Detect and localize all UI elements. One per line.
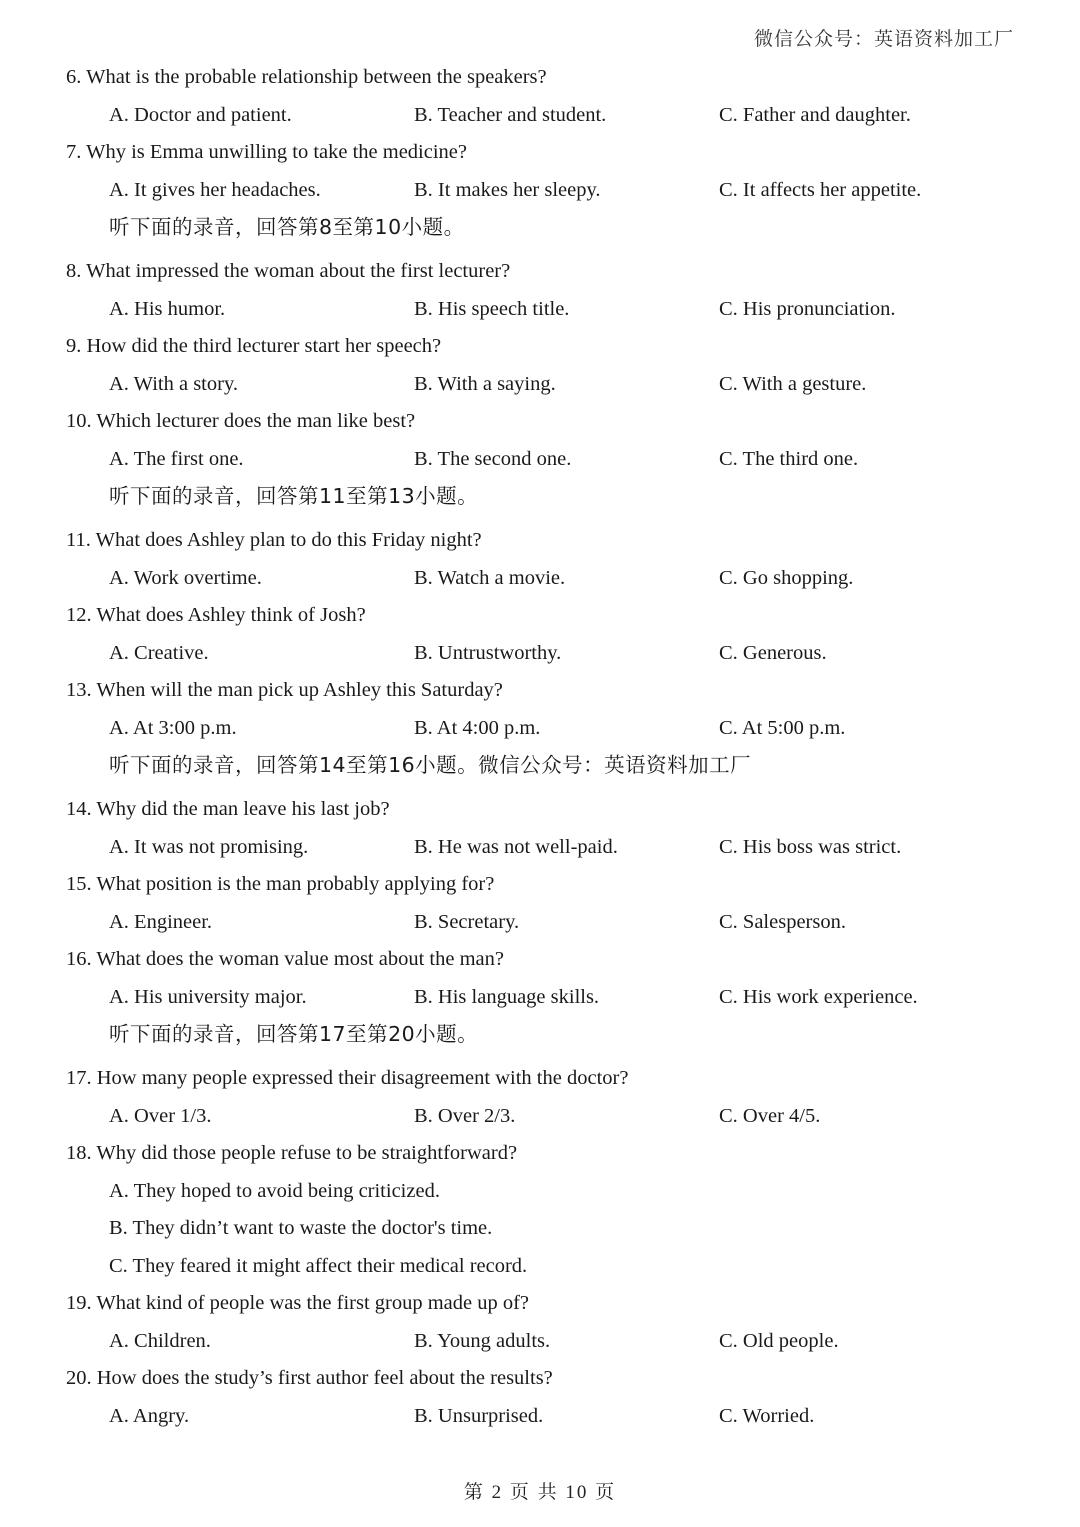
- option-a: A. With a story.: [109, 372, 238, 395]
- options-row: [0, 441, 1080, 479]
- question-text: 19. What kind of people was the first group made up of?: [66, 1292, 530, 1314]
- question-text: 9. How did the third lecturer start her speech?: [66, 335, 442, 357]
- option-b: B. At 4:00 p.m.: [414, 716, 541, 739]
- question-text: 12. What does Ashley think of Josh?: [66, 604, 366, 626]
- options-row: [0, 829, 1080, 867]
- option-c: C. Salesperson.: [719, 910, 846, 933]
- option-b: B. He was not well-paid.: [414, 835, 618, 858]
- option-c: C. Worried.: [719, 1404, 815, 1427]
- option-a: A. It was not promising.: [109, 835, 309, 858]
- option-a: A. Work overtime.: [109, 566, 262, 589]
- option-c: C. His work experience.: [719, 985, 918, 1008]
- question-list: [0, 59, 1080, 1435]
- question-text: 8. What impressed the woman about the first lecturer?: [66, 260, 511, 282]
- question-text: 13. When will the man pick up Ashley this Saturday?: [66, 679, 503, 701]
- question-text: 6. What is the probable relationship between the speakers?: [66, 66, 547, 88]
- option-b: B. Watch a movie.: [414, 566, 566, 589]
- question-text: 7. Why is Emma unwilling to take the medicine?: [66, 141, 467, 163]
- section-instruction: 听下面的录音，回答第14至第16小题。微信公众号：英语资料加工厂: [109, 753, 752, 777]
- option-a: A. It gives her headaches.: [109, 178, 321, 201]
- section-instruction: 听下面的录音，回答第8至第10小题。: [109, 215, 465, 239]
- option-a: A. His university major.: [109, 985, 307, 1008]
- option-b: B. They didn’t want to waste the doctor's time.: [109, 1217, 493, 1239]
- option-a: A. At 3:00 p.m.: [109, 716, 237, 739]
- option-c: C. The third one.: [719, 447, 859, 470]
- question-text: 10. Which lecturer does the man like best?: [66, 410, 416, 432]
- page-number: 第 2 页 共 10 页: [463, 1482, 617, 1503]
- options-row: [0, 1323, 1080, 1361]
- option-c: C. Generous.: [719, 641, 827, 664]
- options-row: [0, 979, 1080, 1017]
- option-b: B. With a saying.: [414, 372, 556, 395]
- options-row: [0, 366, 1080, 404]
- options-row: [0, 904, 1080, 942]
- option-b: B. Unsurprised.: [414, 1404, 544, 1427]
- option-a: A. They hoped to avoid being criticized.: [109, 1179, 440, 1202]
- option-c: C. With a gesture.: [719, 372, 867, 395]
- options-row: [0, 1398, 1080, 1436]
- option-a: A. Over 1/3.: [109, 1104, 212, 1127]
- question-text: 18. Why did those people refuse to be straightforward?: [66, 1142, 518, 1164]
- options-row: [0, 710, 1080, 748]
- options-row: [0, 635, 1080, 673]
- option-b: B. Over 2/3.: [414, 1104, 516, 1127]
- section-instruction: 听下面的录音，回答第17至第20小题。: [109, 1022, 479, 1046]
- question-text: 11. What does Ashley plan to do this Friday night?: [66, 529, 482, 551]
- options-row: [0, 97, 1080, 135]
- section-instruction: 听下面的录音，回答第11至第13小题。: [109, 484, 479, 508]
- options-row: [0, 1098, 1080, 1136]
- option-b: B. Secretary.: [414, 910, 520, 933]
- option-b: B. It makes her sleepy.: [414, 178, 601, 201]
- option-a: A. His humor.: [109, 297, 226, 320]
- question-text: 16. What does the woman value most about the man?: [66, 948, 504, 970]
- question-text: 17. How many people expressed their disagreement with the doctor?: [66, 1067, 629, 1089]
- options-row: [0, 560, 1080, 598]
- option-c: C. His boss was strict.: [719, 835, 902, 858]
- option-a: A. Angry.: [109, 1404, 190, 1427]
- options-row: [0, 172, 1080, 210]
- page-header: 微信公众号：英语资料加工厂: [753, 29, 1014, 50]
- option-c: C. It affects her appetite.: [719, 178, 922, 201]
- option-b: B. Teacher and student.: [414, 103, 607, 126]
- option-c: C. Over 4/5.: [719, 1104, 821, 1127]
- option-c: C. His pronunciation.: [719, 297, 896, 320]
- option-c: C. Father and daughter.: [719, 103, 911, 126]
- option-b: B. The second one.: [414, 447, 572, 470]
- option-c: C. Old people.: [719, 1329, 839, 1352]
- question-text: 20. How does the study’s first author feel about the results?: [66, 1367, 553, 1389]
- option-c: C. At 5:00 p.m.: [719, 716, 846, 739]
- question-text: 15. What position is the man probably applying for?: [66, 873, 495, 895]
- option-a: A. Engineer.: [109, 910, 213, 933]
- option-b: B. Untrustworthy.: [414, 641, 562, 664]
- option-b: B. Young adults.: [414, 1329, 551, 1352]
- option-b: B. His language skills.: [414, 985, 600, 1008]
- option-a: A. The first one.: [109, 447, 244, 470]
- option-a: A. Doctor and patient.: [109, 103, 292, 126]
- option-a: A. Children.: [109, 1329, 211, 1352]
- option-a: A. Creative.: [109, 641, 209, 664]
- option-c: C. Go shopping.: [719, 566, 854, 589]
- options-row: [0, 291, 1080, 329]
- option-c: C. They feared it might affect their medical record.: [109, 1254, 528, 1277]
- option-b: B. His speech title.: [414, 297, 570, 320]
- question-text: 14. Why did the man leave his last job?: [66, 798, 390, 820]
